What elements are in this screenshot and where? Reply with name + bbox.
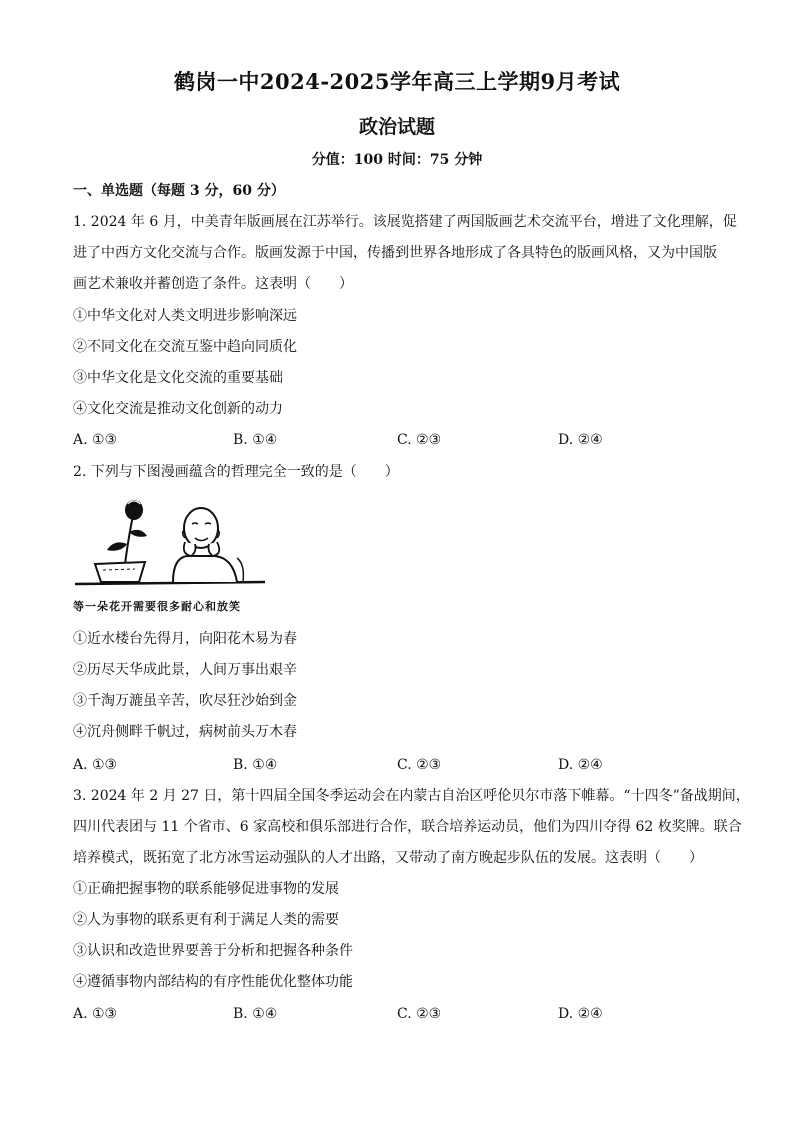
q2-statement-3: ③千淘万漉虽辛苦，吹尽狂沙始到金 [73,693,297,709]
q1-choice-c: C. ②③ [397,432,442,448]
q2-choice-b: B. ①④ [233,757,278,773]
section-heading: 一、单选题（每题 3 分，60 分） [73,183,285,199]
q1-statement-4: ④文化交流是推动文化创新的动力 [73,401,283,417]
q3-stem-line-3: 培养模式，既拓宽了北方冰雪运动强队的人才出路，又带动了南方晚起步队伍的发展。这表明（ ） [73,850,703,866]
q3-statement-3: ③认识和改造世界要善于分析和把握各种条件 [73,943,353,959]
q1-statement-2: ②不同文化在交流互鉴中趋向同质化 [73,339,297,355]
q1-statement-1: ①中华文化对人类文明进步影响深远 [73,308,297,324]
q1-stem-line-3: 画艺术兼收并蓄创造了条件。这表明（ ） [73,276,353,292]
q3-stem-line-2: 四川代表团与 11 个省市、6 家高校和俱乐部进行合作，联合培养运动员，他们为四川夺得 62 枚奖牌。联合 [73,819,742,835]
q1-statement-3: ③中华文化是文化交流的重要基础 [73,370,283,386]
q3-choice-b: B. ①④ [233,1006,278,1022]
q3-choice-d: D. ②④ [558,1006,603,1022]
q2-statement-4: ④沉舟侧畔千帆过，病树前头万木春 [73,724,297,740]
exam-title: 鹤岗一中2024-2025学年高三上学期9月考试 [173,69,621,94]
q3-statement-1: ①正确把握事物的联系能够促进事物的发展 [73,881,339,897]
q2-choice-c: C. ②③ [397,757,442,773]
exam-meta: 分值：100 时间：75 分钟 [311,152,483,168]
q3-stem-line-1: 3. 2024 年 2 月 27 日，第十四届全国冬季运动会在内蒙古自治区呼伦贝尔市落下帷幕。“十四冬”备战期间， [73,788,750,804]
q2-choice-a: A. ①③ [73,757,118,773]
q2-stem-line-1: 2. 下列与下图漫画蕴含的哲理完全一致的是（ ） [73,464,399,480]
subject-title: 政治试题 [358,116,435,138]
q2-statement-2: ②历尽天华成此景，人间万事出艰辛 [73,662,297,678]
q2-choice-d: D. ②④ [558,757,603,773]
q3-choice-a: A. ①③ [73,1006,118,1022]
q1-stem-line-2: 进了中西方文化交流与合作。版画发源于中国，传播到世界各地形成了各具特色的版画风格，又为中国版 [73,245,717,261]
q1-choice-a: A. ①③ [73,432,118,448]
q1-choice-d: D. ②④ [558,432,603,448]
q3-choice-c: C. ②③ [397,1006,442,1022]
q1-stem-line-1: 1. 2024 年 6 月，中美青年版画展在江苏举行。该展览搭建了两国版画艺术交流平台，增进了文化理解，促 [73,214,737,230]
q3-statement-2: ②人为事物的联系更有利于满足人类的需要 [73,912,339,928]
cartoon-image [73,494,268,589]
q2-statement-1: ①近水楼台先得月，向阳花木易为春 [73,631,297,647]
cartoon-caption: 等一朵花开需要很多耐心和放笑 [73,600,241,613]
q3-statement-4: ④遵循事物内部结构的有序性能优化整体功能 [73,974,353,990]
q1-choice-b: B. ①④ [233,432,278,448]
